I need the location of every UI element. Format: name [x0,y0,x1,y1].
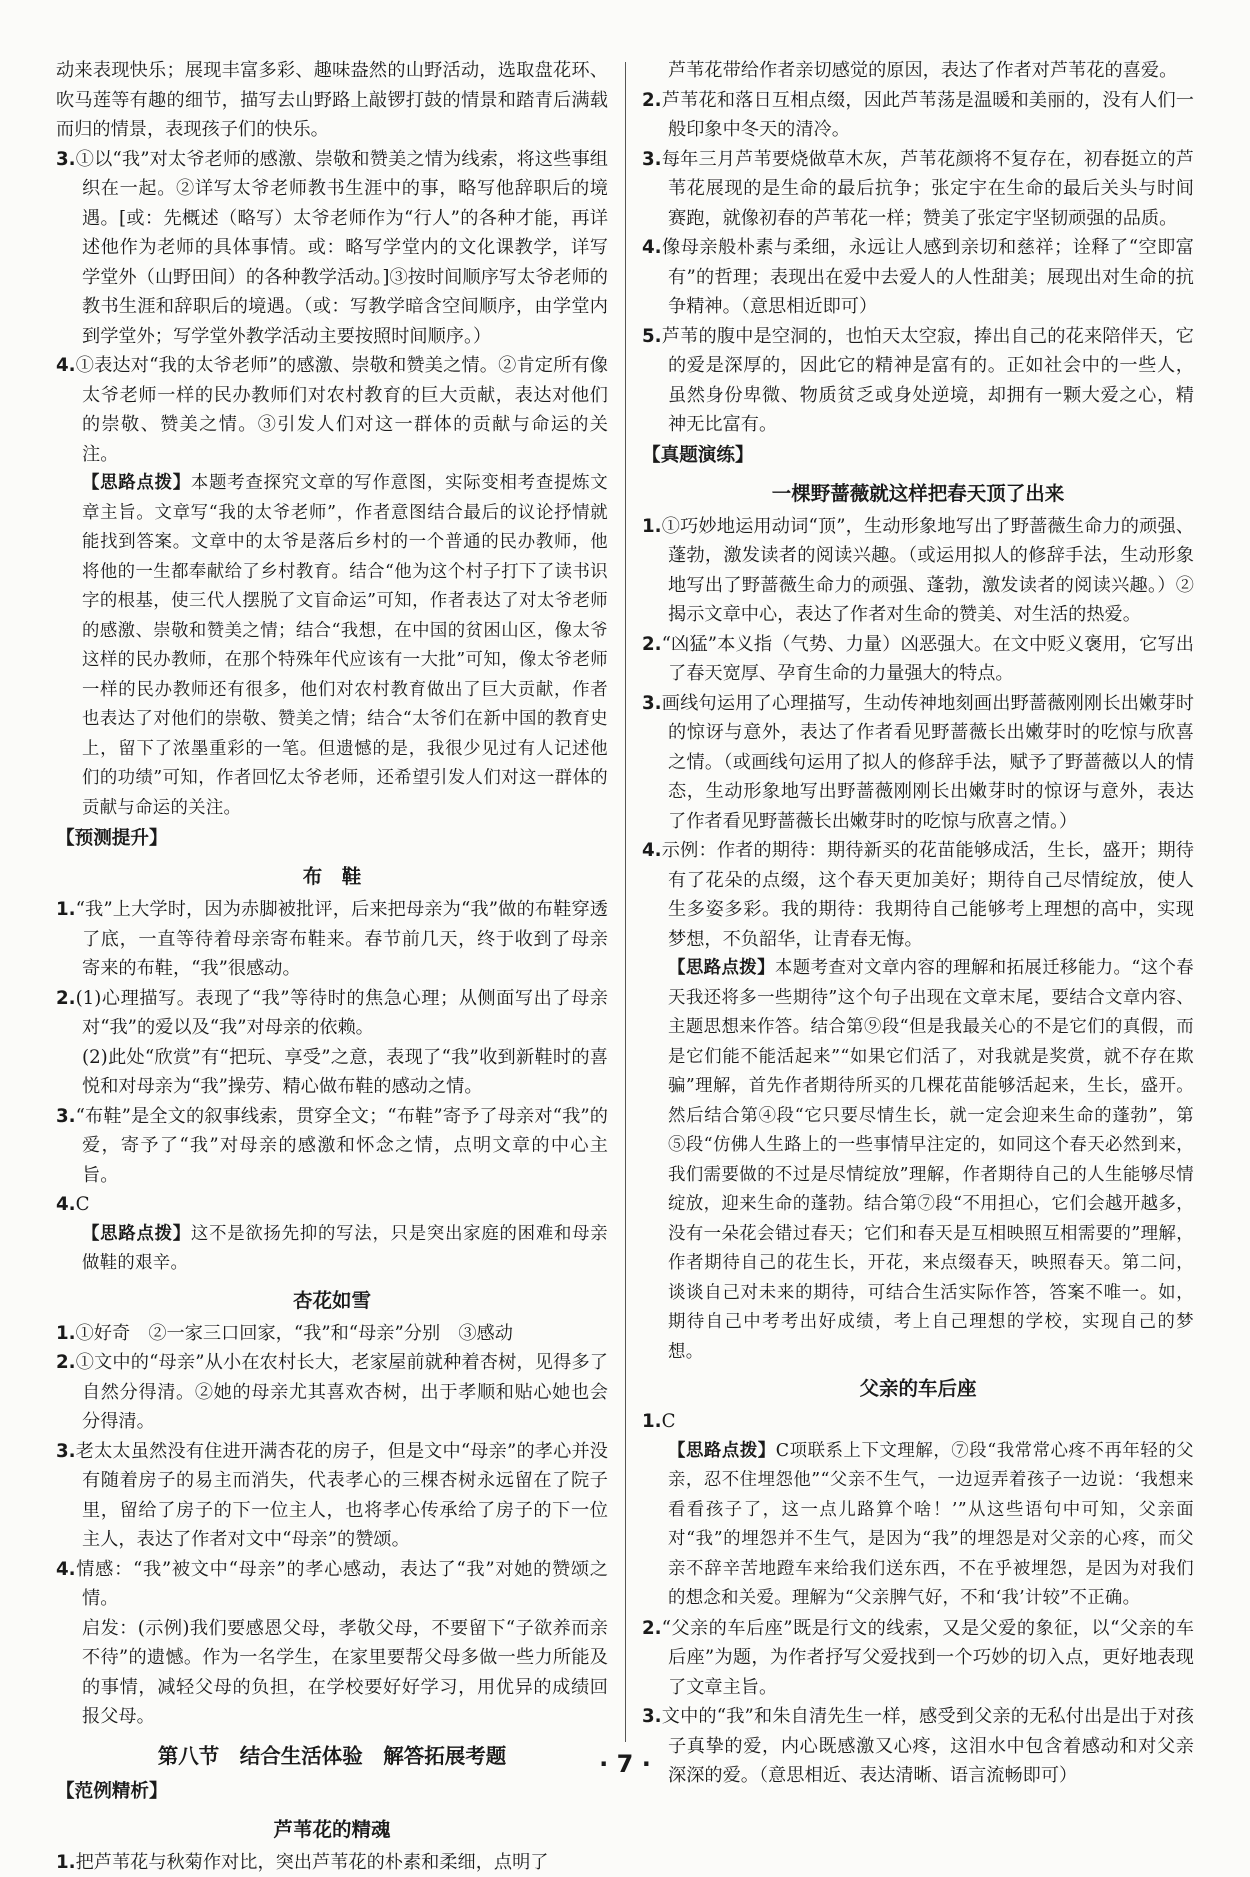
answer-item [56,1848,608,1877]
chapter-title: 第八节 结合生活体验 解答拓展考题 [56,1736,608,1776]
tip-label: 【思路点拨】 [82,473,191,493]
answer-item [642,86,1194,145]
column-divider [625,62,626,1742]
item-text: 芦苇的腹中是空洞的，也怕天太空寂，捧出自己的花来陪伴天，它的爱是深厚的，因此它的精神是富有的。正如社会中的一些人，虽然身份卑微、物质贫乏或身处逆境，却拥有一颗大爱之心，精神无比富有。 [662,326,1194,436]
item-number: 1. [642,1411,662,1432]
item-text: “我”上大学时，因为赤脚被批评，后来把母亲为“我”做的布鞋穿透了底，一直等待着母亲寄布鞋来。春节前几天，终于收到了母亲寄来的布鞋，“我”很感动。 [76,899,608,979]
item-number: 3. [56,149,76,170]
item-text: ①表达对“我的太爷老师”的感激、崇敬和赞美之情。②肯定所有像太爷老师一样的民办教师们对农村教育的巨大贡献，表达对他们的崇敬、赞美之情。③引发人们对这一群体的贡献与命运的关注。 [76,355,608,465]
answer-item [642,233,1194,322]
item-text: 像母亲般朴素与柔细，永远让人感到亲切和慈祥；诠释了“空即富有”的哲理；表现出在爱中去爱人的人性甜美；展现出对生命的抗争精神。（意思相近即可） [662,237,1194,317]
item-text: 芦苇花和落日互相点缀，因此芦苇荡是温暖和美丽的，没有人们一般印象中冬天的清冷。 [662,90,1194,141]
tip-label: 【思路点拨】 [82,1224,191,1244]
page-number: · 7 · [0,1750,1250,1778]
tip-paragraph [642,954,1194,1367]
answer-item [642,836,1194,954]
item-text: 每年三月芦苇要烧做草木灰，芦苇花颜将不复存在，初春挺立的芦苇花展现的是生命的最后抗争；张定宇在生命的最后关头与时间赛跑，就像初春的芦苇花一样；赞美了张定宇坚韧顽强的品质。 [662,149,1194,229]
item-text: ①以“我”对太爷老师的感激、崇敬和赞美之情为线索，将这些事组织在一起。②详写太爷老师教书生涯中的事，略写他辞职后的境遇。[或：先概述（略写）太爷老师作为“行人”的各种才能，再详述他作为老师的具体事情。或：略写学堂内的文化课教学，详写学堂外（山野田间）的各种教学活动。]③按时间顺序写太爷老师的教书生涯和辞职后的境遇。（或：写教学暗含空间顺序，由学堂内到学堂外；写学堂外教学活动主要按照时间顺序。） [76,149,608,347]
item-number: 4. [56,355,76,376]
item-text: 文中的“我”和朱自清先生一样，感受到父亲的无私付出是出于对孩子真挚的爱，内心既感激又心疼，这泪水中包含着感动和对父亲深深的爱。（意思相近、表达清晰、语言流畅即可） [662,1706,1194,1786]
answer-item [642,630,1194,689]
item-number: 1. [56,1323,76,1344]
left-column [56,56,608,1877]
answer-item [56,1555,608,1614]
answer-item [642,512,1194,630]
item-text: C [662,1411,676,1432]
item-text: “父亲的车后座”既是行文的线索，又是父爱的象征，以“父亲的车后座”为题，为作者抒写父爱找到一个巧妙的切入点，更好地表现了文章主旨。 [662,1618,1194,1698]
answer-subitem: 启发：(示例)我们要感恩父母，孝敬父母，不要留下“子欲养而亲不待”的遗憾。作为一名学生，在家里要帮父母多做一些力所能及的事情，减轻父母的负担，在学校要好好学习，用优异的成绩回报父母。 [56,1614,608,1732]
item-number: 3. [56,1441,76,1462]
item-text: ①巧妙地运用动词“顶”，生动形象地写出了野蔷薇生命力的顽强、蓬勃，激发读者的阅读兴趣。（或运用拟人的修辞手法，生动形象地写出了野蔷薇生命力的顽强、蓬勃，激发读者的阅读兴趣。）②揭示文章中心，表达了作者对生命的赞美、对生活的热爱。 [662,516,1194,626]
item-number: 3. [642,693,662,714]
item-text: 示例：作者的期待：期待新买的花苗能够成活，生长，盛开；期待有了花朵的点缀，这个春天更加美好；期待自己尽情绽放，使人生多姿多彩。我的期待：我期待自己能够考上理想的高中，实现梦想，不负韶华，让青春无悔。 [662,840,1194,950]
tip-text: C项联系上下文理解，⑦段“我常常心疼不再年轻的父亲，忍不住埋怨他”“父亲不生气，一边逗弄着孩子一边说：‘我想来看看孩子了，这一点儿路算个啥！’”从这些语句中可知，父亲面对“我”的埋怨并不生气，是因为“我”的埋怨是对父亲的心疼，而父亲不辞辛苦地蹬车来给我们送东西，不在乎被埋怨，是因为对我们的想念和关爱。理解为“父亲脾气好，不和‘我’计较”不正确。 [668,1441,1194,1609]
answer-item [56,351,608,469]
item-number: 2. [56,1352,76,1373]
answer-item [642,322,1194,440]
answer-item [642,145,1194,234]
paragraph: 芦苇花带给作者亲切感觉的原因，表达了作者对芦苇花的喜爱。 [642,56,1194,86]
article-title: 布 鞋 [56,859,608,895]
answer-item [56,1190,608,1220]
answer-item [642,1407,1194,1437]
item-number: 4. [642,840,662,861]
answer-item [56,1319,608,1349]
item-number: 4. [56,1194,76,1215]
item-number: 2. [56,988,76,1009]
item-number: 4. [56,1559,76,1580]
item-number: 3. [642,149,662,170]
answer-item [642,689,1194,837]
tip-text: 本题考查探究文章的写作意图，实际变相考查提炼文章主旨。文章写“我的太爷老师”，作者意图结合最后的议论抒情就能找到答案。文章中的太爷是落后乡村的一个普通的民办教师，他将他的一生都奉献给了乡村教育。结合“他为这个村子打下了读书识字的根基，使三代人摆脱了文盲命运”可知，作者表达了对太爷老师的感激、崇敬和赞美之情；结合“我想，在中国的贫困山区，像太爷这样的民办教师，在那个特殊年代应该有一大批”可知，像太爷老师一样的民办教师还有很多，他们对农村教育做出了巨大贡献，作者也表达了对他们的崇敬、赞美之情；结合“太爷们在新中国的教育史上，留下了浓墨重彩的一笔。但遗憾的是，我很少见过有人记述他们的功绩”可知，作者回忆太爷老师，还希望引发人们对这一群体的贡献与命运的关注。 [82,473,608,818]
item-text: “凶猛”本义指（气势、力量）凶恶强大。在文中贬义褒用，它写出了春天宽厚、孕育生命的力量强大的特点。 [662,634,1194,685]
item-text: C [76,1194,90,1215]
item-number: 2. [642,634,662,655]
item-text: (1)心理描写。表现了“我”等待时的焦急心理；从侧面写出了母亲对“我”的爱以及“我”对母亲的依赖。 [76,988,608,1039]
tip-paragraph [56,469,608,823]
article-title: 一棵野蔷薇就这样把春天顶了出来 [642,476,1194,512]
answer-item [56,895,608,984]
tip-paragraph [56,1220,608,1279]
item-text: 情感：“我”被文中“母亲”的孝心感动，表达了“我”对她的赞颂之情。 [76,1559,608,1610]
item-number: 1. [56,899,76,920]
article-title: 芦苇花的精魂 [56,1812,608,1848]
item-number: 1. [642,516,662,537]
right-column [642,56,1194,1791]
answer-item [56,984,608,1043]
item-number: 2. [642,90,662,111]
tip-label: 【思路点拨】 [668,1441,776,1461]
item-text: “布鞋”是全文的叙事线索，贯穿全文；“布鞋”寄予了母亲对“我”的爱，寄予了“我”对母亲的感激和怀念之情，点明文章的中心主旨。 [76,1106,608,1186]
item-text: 把芦苇花与秋菊作对比，突出芦苇花的朴素和柔细，点明了 [76,1852,549,1873]
tip-text: 这不是欲扬先抑的写法，只是突出家庭的困难和母亲做鞋的艰辛。 [82,1224,608,1274]
tip-paragraph [642,1437,1194,1614]
answer-subitem: (2)此处“欣赏”有“把玩、享受”之意，表现了“我”收到新鞋时的喜悦和对母亲为“我”操劳、精心做布鞋的感动之情。 [56,1043,608,1102]
item-number: 1. [56,1852,76,1873]
answer-item [56,145,608,352]
article-title: 杏花如雪 [56,1283,608,1319]
item-number: 4. [642,237,662,258]
tip-text: 本题考查对文章内容的理解和拓展迁移能力。“这个春天我还将多一些期待”这个句子出现在文章末尾，要结合文章内容、主题思想来作答。结合第⑨段“但是我最关心的不是它们的真假，而是它们能不能活起来”“如果它们活了，对我就是奖赏，就不存在欺骗”理解，首先作者期待所买的几棵花苗能够活起来，生长，盛开。然后结合第④段“它只要尽情生长，就一定会迎来生命的蓬勃”，第⑤段“仿佛人生路上的一些事情早注定的，如同这个春天必然到来，我们需要做的不过是尽情绽放”理解，作者期待自己的人生能够尽情绽放，迎来生命的蓬勃。结合第⑦段“不用担心，它们会越开越多，没有一朵花会错过春天；它们和春天是互相映照互相需要的”理解，作者期待自己的花生长，开花，来点缀春天，映照春天。第二问，谈谈自己对未来的期待，可结合生活实际作答，答案不唯一。如，期待自己中考考出好成绩，考上自己理想的学校，实现自己的梦想。 [668,958,1194,1362]
answer-item [56,1437,608,1555]
item-number: 5. [642,326,662,347]
answer-item [642,1614,1194,1703]
answer-item [56,1102,608,1191]
item-number: 2. [642,1618,662,1639]
item-text: 老太太虽然没有住进开满杏花的房子，但是文中“母亲”的孝心并没有随着房子的易主而消失，代表孝心的三棵杏树永远留在了院子里，留给了房子的下一位主人，也将孝心传承给了房子的下一位主人，表达了作者对文中“母亲”的赞颂。 [76,1441,608,1551]
item-text: 画线句运用了心理描写，生动传神地刻画出野蔷薇刚刚长出嫩芽时的惊讶与意外，表达了作者看见野蔷薇长出嫩芽时的吃惊与欣喜之情。（或画线句运用了拟人的修辞手法，赋予了野蔷薇以人的情态，生动形象地写出野蔷薇刚刚长出嫩芽时的惊讶与意外，表达了作者看见野蔷薇长出嫩芽时的吃惊与欣喜之情。） [662,693,1194,832]
section-header: 【范例精析】 [56,1776,608,1808]
article-title: 父亲的车后座 [642,1371,1194,1407]
item-text: ①好奇 ②一家三口回家，“我”和“母亲”分别 ③感动 [76,1323,513,1344]
paragraph: 动来表现快乐；展现丰富多彩、趣味盎然的山野活动，选取盘花环、吹马莲等有趣的细节，描写去山野路上敲锣打鼓的情景和踏青后满载而归的情景，表现孩子们的快乐。 [56,56,608,145]
section-header: 【预测提升】 [56,823,608,855]
answer-item [56,1348,608,1437]
item-text: ①文中的“母亲”从小在农村长大，老家屋前就种着杏树，见得多了自然分得清。②她的母亲尤其喜欢杏树，出于孝顺和贴心她也会分得清。 [76,1352,608,1432]
item-number: 3. [56,1106,76,1127]
tip-label: 【思路点拨】 [668,958,775,978]
section-header: 【真题演练】 [642,440,1194,472]
item-number: 3. [642,1706,662,1727]
